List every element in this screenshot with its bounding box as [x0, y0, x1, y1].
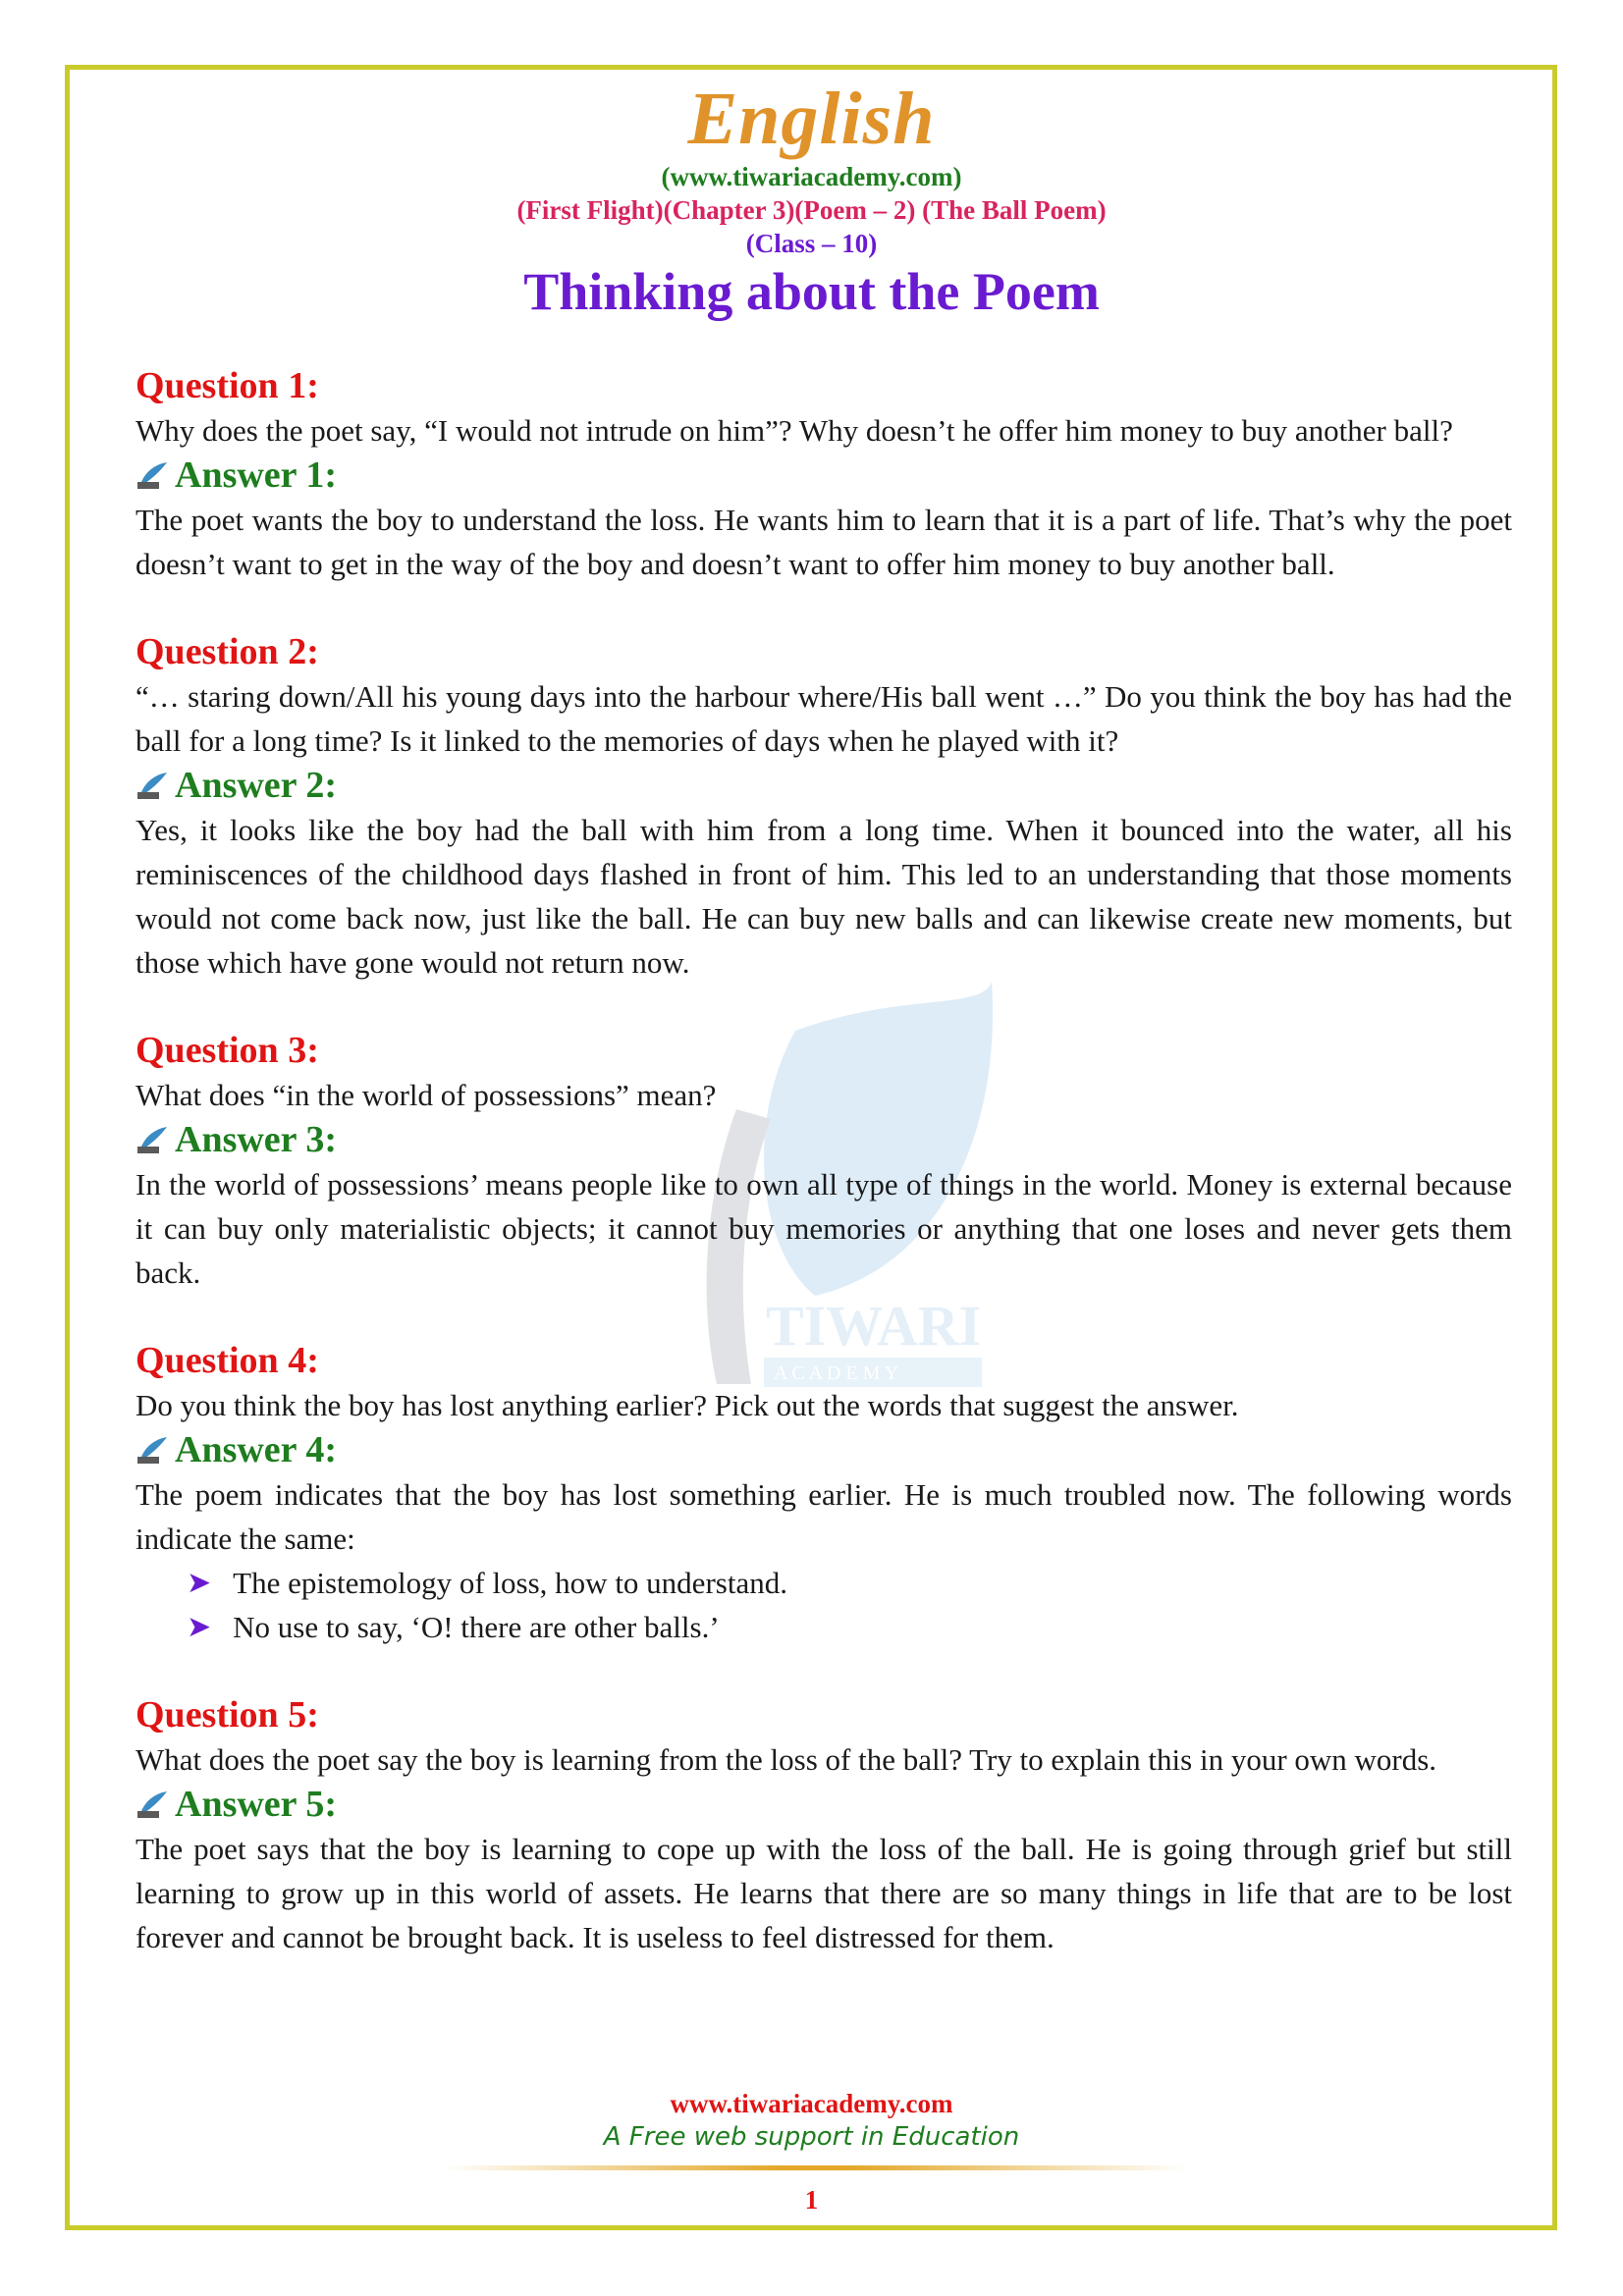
question-text: Why does the poet say, “I would not intrude on him”? Why doesn’t he offer him money to buy another ball?: [135, 413, 1453, 448]
footer-website-link[interactable]: www.tiwariacademy.com: [670, 2089, 953, 2118]
watermark-subword: A C A D E M Y: [774, 1362, 899, 1384]
feather-pen-icon: [135, 771, 169, 800]
class-info: (Class – 10): [745, 229, 878, 258]
question-label: Question 5:: [135, 1694, 319, 1735]
answer-label: Answer 3:: [175, 1119, 338, 1160]
answer-label: Answer 1:: [175, 454, 338, 496]
question-label: Question 2:: [135, 631, 319, 672]
answer-label: Answer 2:: [175, 765, 338, 806]
answer-heading: [135, 1427, 1512, 1472]
qa-content: [135, 363, 1512, 1959]
question-text: What does “in the world of possessions” mean?: [135, 1078, 717, 1112]
answer-heading: [135, 1117, 1512, 1162]
qa-block-5: [135, 1692, 1512, 1959]
qa-block-4: [135, 1338, 1512, 1649]
answer-heading: [135, 453, 1512, 498]
arrow-bullet-icon: ➤: [187, 1567, 212, 1599]
question-text: Do you think the boy has lost anything earlier? Pick out the words that suggest the answer.: [135, 1388, 1239, 1422]
answer-heading: [135, 763, 1512, 808]
question-text: “… staring down/All his young days into the harbour where/His ball went …” Do you think the boy has had the ball for a long time? Is it linked to the memories of days when he played with it?: [135, 679, 1512, 758]
header-website[interactable]: (www.tiwariacademy.com): [661, 162, 962, 191]
list-item: ➤ The epistemology of loss, how to understand.: [187, 1561, 1512, 1605]
footer-tagline: A Free web support in Education: [603, 2122, 1020, 2152]
section-title: Thinking about the Poem: [523, 262, 1100, 321]
question-text: What does the poet say the boy is learning from the loss of the ball? Try to explain this in your own words.: [135, 1742, 1437, 1777]
answer-text: The poet wants the boy to understand the loss. He wants him to learn that it is a part of life. That’s why the poet doesn’t want to get in the way of the boy and doesn’t want to offer him money to buy another ball.: [135, 503, 1512, 581]
feather-pen-icon: [135, 1789, 169, 1819]
qa-block-2: [135, 629, 1512, 985]
question-label: Question 1:: [135, 365, 319, 406]
subject-title: English: [687, 78, 936, 160]
arrow-bullet-icon: ➤: [187, 1611, 212, 1643]
watermark-word: TIWARI: [766, 1294, 982, 1358]
answer-label: Answer 4:: [175, 1429, 338, 1470]
question-label: Question 3:: [135, 1030, 319, 1071]
feather-pen-icon: [135, 1435, 169, 1465]
footer-divider: [442, 2165, 1188, 2170]
answer-label: Answer 5:: [175, 1784, 338, 1825]
answer-text: Yes, it looks like the boy had the ball with him from a long time. When it bounced into the water, all his reminiscences of the childhood days flashed in front of him. This led to an understanding that those moments would not come back now, just like the ball. He can buy new balls and can likewise create new moments, but those which have gone would not return now.: [135, 813, 1512, 980]
answer-text: The poet says that the boy is learning to cope up with the loss of the ball. He is going through grief but still learning to grow up in this world of assets. He learns that there are so many things in life that are to be lost forever and cannot be brought back. It is useless to feel distressed for them.: [135, 1832, 1512, 1954]
book-chapter-info: (First Flight)(Chapter 3)(Poem – 2) (The Ball Poem): [516, 195, 1107, 225]
qa-block-1: [135, 363, 1512, 586]
answer-heading: [135, 1782, 1512, 1827]
answer-text: The poem indicates that the boy has lost something earlier. He is much troubled now. The following words indicate the same:: [135, 1477, 1512, 1556]
question-label: Question 4:: [135, 1340, 319, 1381]
feather-pen-icon: [135, 460, 169, 490]
feather-pen-icon: [135, 1125, 169, 1154]
qa-block-3: [135, 1028, 1512, 1295]
answer-bullet-list: [135, 1561, 1512, 1649]
answer-text: In the world of possessions’ means people like to own all type of things in the world. Money is external because it can buy only materialistic objects; it cannot buy memories or anything that one loses and never gets them back.: [135, 1167, 1512, 1290]
list-item: ➤ No use to say, ‘O! there are other balls.’: [187, 1605, 1512, 1649]
page-number: 1: [804, 2185, 819, 2215]
